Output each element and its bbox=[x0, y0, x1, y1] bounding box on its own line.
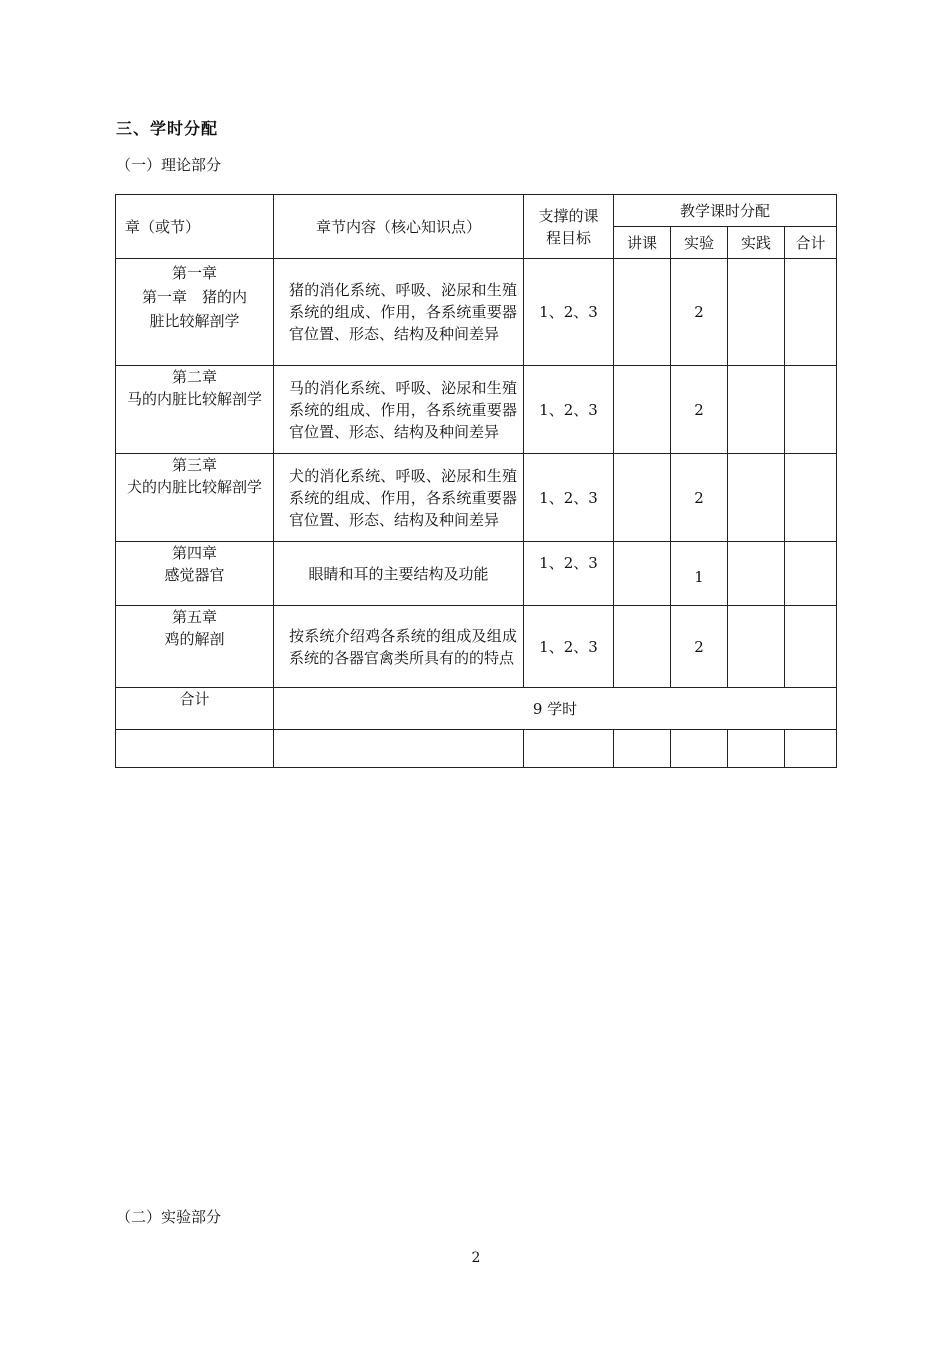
row-chapter-text: 第二章 马的内脏比较解剖学 bbox=[126, 368, 262, 408]
row-practice bbox=[728, 259, 785, 366]
row-content: 马的消化系统、呼吸、泌尿和生殖系统的组成、作用，各系统重要器官位置、形态、结构及种间差异 bbox=[274, 366, 524, 454]
row-practice bbox=[728, 366, 785, 454]
section-title: 三、学时分配 bbox=[116, 119, 219, 138]
page-number: 2 bbox=[471, 1250, 481, 1266]
empty-cell bbox=[728, 730, 785, 768]
empty-cell bbox=[785, 730, 837, 768]
table-row bbox=[116, 259, 837, 366]
empty-cell bbox=[524, 730, 614, 768]
row-objective: 1、2、3 bbox=[524, 366, 614, 454]
row-chapter: 第四章 感觉器官 bbox=[116, 542, 274, 606]
row-lab: 1 bbox=[671, 542, 728, 606]
row-total bbox=[785, 259, 837, 366]
row-total bbox=[785, 454, 837, 542]
row-chapter bbox=[116, 454, 274, 542]
row-content: 眼睛和耳的主要结构及功能 bbox=[274, 542, 524, 606]
row-chapter-text: 第三章 犬的内脏比较解剖学 bbox=[126, 456, 262, 496]
row-chapter: 第五章 鸡的解剖 bbox=[116, 606, 274, 688]
row-practice bbox=[728, 542, 785, 606]
row-lecture bbox=[614, 454, 671, 542]
header-allocation: 教学课时分配 bbox=[614, 195, 837, 227]
header-chapter: 章（或节） bbox=[116, 195, 274, 259]
empty-cell bbox=[671, 730, 728, 768]
row-practice bbox=[728, 606, 785, 688]
hours-allocation-table bbox=[115, 194, 837, 768]
table-row bbox=[116, 542, 837, 606]
row-practice bbox=[728, 454, 785, 542]
row-objective: 1、2、3 bbox=[524, 606, 614, 688]
header-lab: 实验 bbox=[671, 227, 728, 259]
row-chapter: 第一章 第一章 猪的内 脏比较解剖学 bbox=[116, 259, 274, 366]
row-lecture bbox=[614, 542, 671, 606]
row-content: 按系统介绍鸡各系统的组成及组成系统的各器官禽类所具有的的特点 bbox=[274, 606, 524, 688]
row-total bbox=[785, 606, 837, 688]
subsection-lab-title: （二）实验部分 bbox=[116, 1208, 222, 1226]
header-practice: 实践 bbox=[728, 227, 785, 259]
table-sum-row bbox=[116, 688, 837, 730]
row-objective: 1、2、3 bbox=[524, 259, 614, 366]
header-total: 合计 bbox=[785, 227, 837, 259]
row-total bbox=[785, 366, 837, 454]
row-lab: 2 bbox=[671, 366, 728, 454]
subsection-theory-title: （一）理论部分 bbox=[116, 156, 222, 174]
sum-value: 9 学时 bbox=[274, 688, 837, 730]
table-row bbox=[116, 366, 837, 454]
row-lab: 2 bbox=[671, 454, 728, 542]
row-chapter bbox=[116, 366, 274, 454]
header-content: 章节内容（核心知识点） bbox=[274, 195, 524, 259]
row-lab: 2 bbox=[671, 259, 728, 366]
empty-cell bbox=[116, 730, 274, 768]
sum-label: 合计 bbox=[116, 688, 274, 730]
empty-cell bbox=[614, 730, 671, 768]
row-objective: 1、2、3 bbox=[524, 542, 614, 606]
row-lecture bbox=[614, 606, 671, 688]
table-row bbox=[116, 606, 837, 688]
row-content: 猪的消化系统、呼吸、泌尿和生殖系统的组成、作用，各系统重要器官位置、形态、结构及种间差异 bbox=[274, 259, 524, 366]
row-lecture bbox=[614, 259, 671, 366]
empty-cell bbox=[274, 730, 524, 768]
row-objective: 1、2、3 bbox=[524, 454, 614, 542]
row-lecture bbox=[614, 366, 671, 454]
header-lecture: 讲课 bbox=[614, 227, 671, 259]
table-row-empty bbox=[116, 730, 837, 768]
header-objective: 支撑的课程目标 bbox=[524, 195, 614, 259]
row-lab: 2 bbox=[671, 606, 728, 688]
row-content: 犬的消化系统、呼吸、泌尿和生殖系统的组成、作用，各系统重要器官位置、形态、结构及种间差异 bbox=[274, 454, 524, 542]
table-row bbox=[116, 454, 837, 542]
row-total bbox=[785, 542, 837, 606]
